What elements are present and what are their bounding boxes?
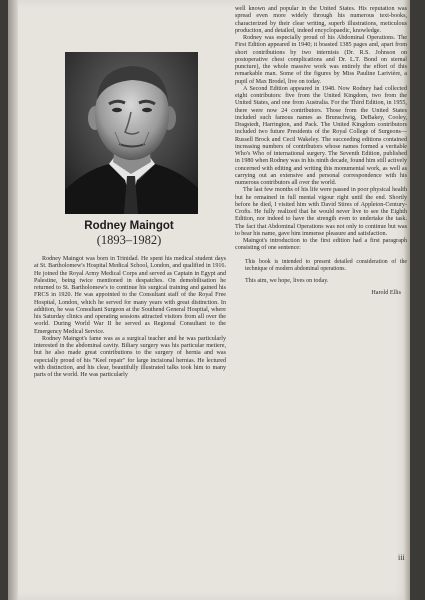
left-column: [34, 256, 226, 379]
portrait-illustration: [65, 52, 198, 214]
left-paragraph: Rodney Maingot's fame was as a surgical teacher and he was particularly interested in the abdominal cavity. Biliary surgery was his particular metiere, but he also made great contributions to the surgery of hernia and was especially proud of his "Keel repair" for large incisional hernias. He lectured with distinction, and his clear, beautifully illustrated talks took him to many parts of the world. He was particularly: [34, 335, 226, 378]
page-number: iii: [398, 553, 405, 562]
right-paragraph: Rodney was especially proud of his Abdominal Operations. The First Edition appeared in 1940; it boasted 1385 pages and, apart from short contributions by two internists (Dr. R.S. Johnson on postoperative chest complications and Dr. L.T. Bond on sternal puncture), the whole massive work was entirely the effort of this remarkable man. Some of the figures by Miss Pauline Larivière, a pupil of Max Brodel, live on today.: [235, 35, 407, 85]
book-page: [8, 0, 410, 600]
right-paragraph: A Second Edition appeared in 1948. Now Rodney had collected eight contributors: five from the United Kingdom, two from the United States, and one from Australia. For the Third Edition, in 1955, there were now 24 contributors. Those from the United States included such famous names as Brunschwig, DeBakey, Cooley, Dragstedt, Harrington, and Pack. The United Kingdom contributors included two future Presidents of the Royal College of Surgeons—Russell Brock and Cecil Wakeley. The succeeding editions contained increasing numbers of contributors whose names formed a veritable Who's Who of international surgery. The Seventh Edition, published in 1980 when Rodney was in his ninth decade, found him still actively concerned with editing and writing this monumental work, as well as carrying out an extensive and personal correspondence with his numerous contributors all over the world.: [235, 85, 407, 186]
person-name: Rodney Maingot: [84, 220, 174, 232]
portrait-photo: [65, 52, 198, 214]
page-spine-shadow: [8, 0, 18, 600]
right-paragraph: well known and popular in the United States. His reputation was spread even more widely through his numerous text-books, characterized by their clear writing, superb illustrations, meticulous production, and detailed, indeed encyclopaedic, knowledge.: [235, 6, 407, 34]
closing-line: This aim, we hope, lives on today.: [245, 277, 329, 284]
author-signature: Harold Ellis: [371, 289, 401, 296]
right-paragraph: Maingot's introduction to the first edition had a first paragraph consisting of one sentence:: [235, 238, 407, 252]
right-column: [235, 6, 407, 297]
person-years: (1893–1982): [96, 233, 162, 247]
right-paragraph: The last few months of his life were passed in poor physical health but he remained in full mental vigour right until the end. Shortly before he died, I visited him with David Stires of Appleton-Century-Crofts. He fully realized that he would never live to see the Eighth Edition, nor indeed to have the strength even to undertake the task. The fact that Abdominal Operations was not only to continue but was to bear his name, gave him immense pleasure and satisfaction.: [235, 187, 407, 237]
block-quote: This book is intended to present detailed consideration of the technique of modern abdominal operations.: [245, 258, 407, 272]
left-paragraph: Rodney Maingot was born in Trinidad. He spent his medical student days at St. Bartholomew's Hospital Medical School, London, and qualified in 1916. He joined the Royal Army Medical Corps and served as Captain in Egypt and Palestine, being twice mentioned in despatches. On demobilisation he returned to St. Bartholomew's to continue his surgical training and gained his FRCS in 1920. He was appointed to the Consultant staff of the Royal Free Hospital, London, which he served for many years with great distinction. In addition, he was Consultant Surgeon at the Southend General Hospital, where his Saturday clinics and operating sessions attracted visitors from all over the world. During World War II he served as Regional Consultant to the Emergency Medical Service.: [34, 256, 226, 335]
